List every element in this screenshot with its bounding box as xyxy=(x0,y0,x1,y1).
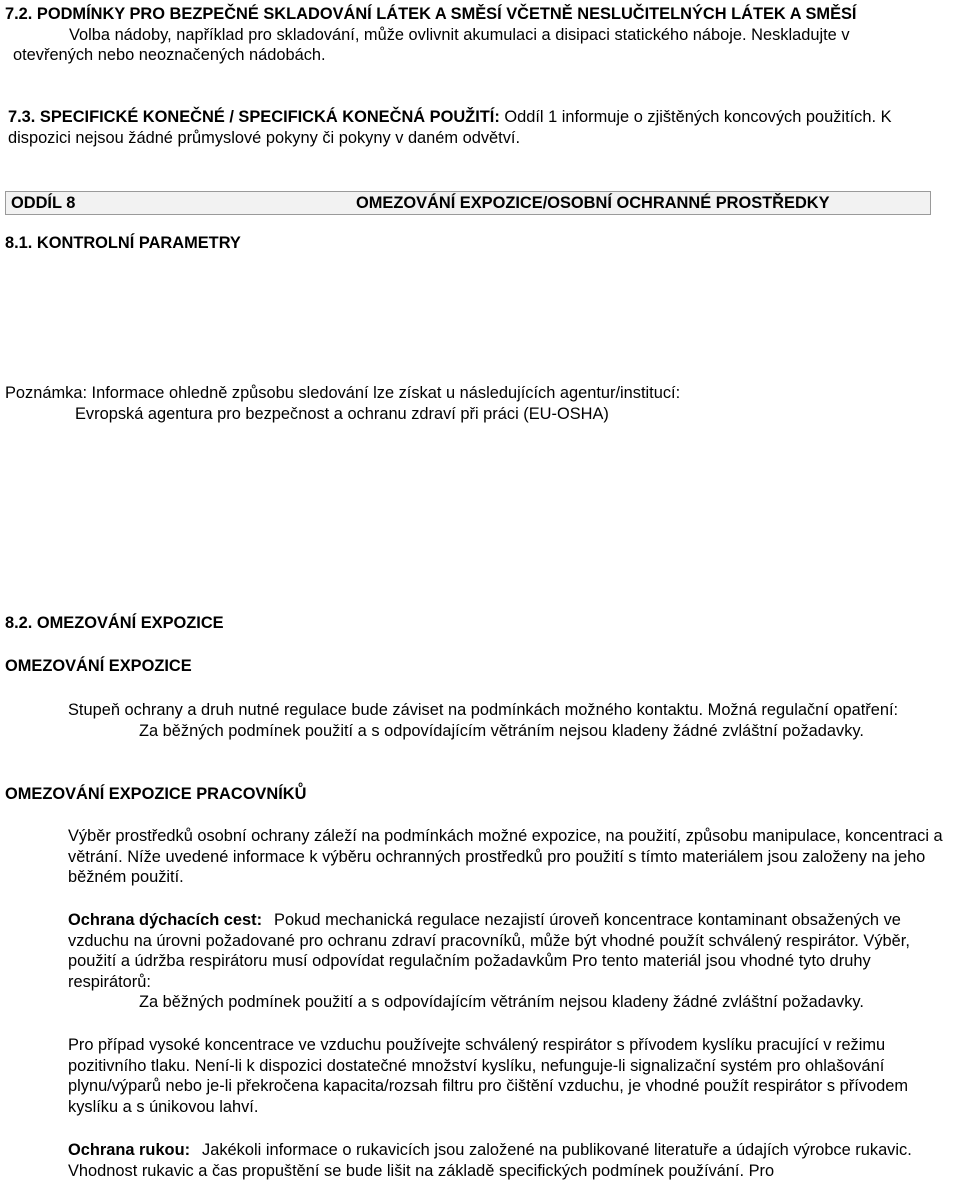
respiratory-protection-paragraph xyxy=(68,910,948,1013)
high-concentration-paragraph: Pro případ vysoké koncentrace ve vzduchu používejte schválený respirátor s přívodem kyslíku pracující v režimu pozitivního tlaku. Není-li k dispozici dostatečné množství kyslíku, nefunguje-li signalizační systém pro ohlašování plynu/výparů nebo je-li překročena kapacita/rozsah filtru pro čištění vzduchu, je vhodné použít respirátor s přívodem kyslíku a s únikovou lahví. xyxy=(68,1036,909,1116)
note-line-1: Poznámka: Informace ohledně způsobu sledování lze získat u následujících agentur/institucí: xyxy=(5,384,681,402)
section-8-2-subtitle: OMEZOVÁNÍ EXPOZICE xyxy=(5,657,192,675)
section-7-3-title: 7.3. SPECIFICKÉ KONEČNÉ / SPECIFICKÁ KONEČNÁ POUŽITÍ: xyxy=(8,108,500,126)
section-8-header-bar xyxy=(5,191,931,215)
section-8-number: ODDÍL 8 xyxy=(11,194,76,212)
exposure-control-paragraph xyxy=(68,700,948,741)
section-7-3 xyxy=(8,107,953,148)
note-line-2: Evropská agentura pro bezpečnost a ochranu zdraví při práci (EU-OSHA) xyxy=(75,404,609,423)
exposure-control-text: Stupeň ochrany a druh nutné regulace bude záviset na podmínkách možného kontaktu. Možná regulační opatření: xyxy=(68,701,899,719)
respiratory-protection-indent: Za běžných podmínek použití a s odpovídajícím větráním nejsou kladeny žádné zvláštní požadavky. xyxy=(139,993,864,1011)
hand-protection-text: Jakékoli informace o rukavicích jsou založené na publikované literatuře a údajích výrobce rukavic. Vhodnost rukavic a čas propuštění se bude lišit na základě specifických podmínek používání. Pro xyxy=(68,1141,912,1180)
section-7-3-text: Oddíl 1 informuje o zjištěných koncových použitích. K dispozici nejsou žádné průmyslové pokyny či pokyny v daném odvětví. xyxy=(8,108,892,147)
section-8-title: OMEZOVÁNÍ EXPOZICE/OSOBNÍ OCHRANNÉ PROSTŘEDKY xyxy=(356,194,830,212)
section-7-2-text-line2: otevřených nebo neoznačených nádobách. xyxy=(13,46,326,64)
section-7-2 xyxy=(5,4,960,66)
respiratory-protection-label: Ochrana dýchacích cest: xyxy=(68,911,263,929)
ppe-selection-paragraph: Výběr prostředků osobní ochrany záleží na podmínkách možné expozice, na použití, způsobu manipulace, koncentraci a větrání. Níže uvedené informace k výběru ochranných prostředků pro použití s tímto materiálem jsou založeny na jeho běžném použití. xyxy=(68,827,943,886)
section-8-2-title: 8.2. OMEZOVÁNÍ EXPOZICE xyxy=(5,614,224,632)
worker-exposure-title: OMEZOVÁNÍ EXPOZICE PRACOVNÍKŮ xyxy=(5,785,307,803)
exposure-control-indent: Za běžných podmínek použití a s odpovídajícím větráním nejsou kladeny žádné zvláštní požadavky. xyxy=(139,721,864,740)
respiratory-protection-text: Pokud mechanická regulace nezajistí úroveň koncentrace kontaminant obsažených ve vzduchu na úrovni požadované pro ochranu zdraví pracovníků, může být vhodné použít schválený respirátor. Výběr, použití a údržba respirátoru musí odpovídat regulačním požadavkům Pro tento materiál jsou vhodné tyto druhy respirátorů: xyxy=(68,911,910,991)
hand-protection-paragraph xyxy=(68,1140,948,1181)
section-8-1-title: 8.1. KONTROLNÍ PARAMETRY xyxy=(5,234,241,252)
section-7-2-text-line1: Volba nádoby, například pro skladování, může ovlivnit akumulaci a disipaci statického náboje. Neskladujte v xyxy=(69,25,850,44)
hand-protection-label: Ochrana rukou: xyxy=(68,1141,191,1159)
note-block xyxy=(5,383,945,424)
section-7-2-title: 7.2. PODMÍNKY PRO BEZPEČNÉ SKLADOVÁNÍ LÁTEK A SMĚSÍ VČETNĚ NESLUČITELNÝCH LÁTEK A SMĚSÍ xyxy=(5,5,857,23)
